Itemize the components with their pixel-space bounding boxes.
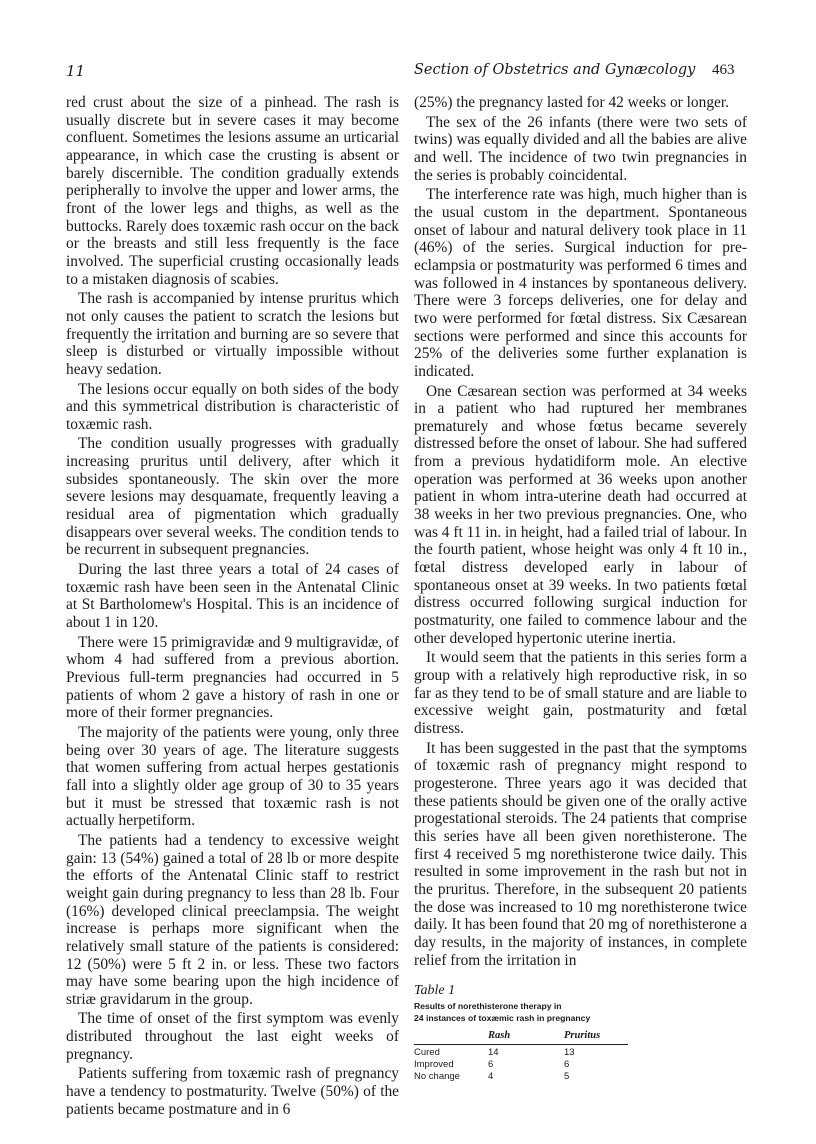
cell-rash: 14 [488,1047,499,1058]
paragraph: There were 15 primigravidæ and 9 multigravidæ, of whom 4 had suffered from a previous abortion. Previous full-term pregnancies had occurred in 5 patients of whom 2 gave a history of rash in one or more of their former pregnancies. [66,633,399,722]
paragraph: The sex of the 26 infants (there were two sets of twins) was equally divided and all the babies are alive and well. The incidence of two twin pregnancies in the series is probably coincidental. [414,113,747,184]
paragraph: One Cæsarean section was performed at 34 weeks in a patient who had ruptured her membranes prematurely and whose fœtus became severely distressed before the onset of labour. She had suffered from a previous hydatidiform mole. An elective operation was performed at 36 weeks upon another patient in whom intra-uterine death had occurred at 38 weeks in her two previous pregnancies. One, who was 4 ft 11 in. in height, had a failed trial of labour. In the fourth patient, whose height was only 4 ft 10 in., fœtal distress developed early in labour of spontaneous onset at 39 weeks. In two patients fœtal distress occurred following surgical induction for postmaturity, one failed to commence labour and the other developed hypertonic uterine inertia. [414,382,747,647]
column-header-rash: Rash [488,1030,564,1045]
paragraph: The lesions occur equally on both sides of the body and this symmetrical distribution is characteristic of toxæmic rash. [66,380,399,433]
row-label: Improved [414,1059,454,1070]
paragraph: The majority of the patients were young, only three being over 30 years of age. The literature suggests that women suffering from actual herpes gestationis fall into a slightly older age group of 30 to 35 years but it must be stressed that toxæmic rash is not actually herpetiform. [66,723,399,830]
results-table [414,1030,628,1083]
paragraph: The rash is accompanied by intense pruritus which not only causes the patient to scratch the lesions but frequently the irritation and burning are so severe that sleep is disturbed or virtually impossible without heavy sedation. [66,290,399,378]
table-label: Table 1 [414,983,456,998]
column-header [414,1030,488,1045]
results-table-block [414,983,747,1083]
cell-rash: 6 [488,1059,494,1070]
table-caption [414,1001,747,1024]
table-row [414,1071,628,1083]
paragraph: During the last three years a total of 24 cases of toxæmic rash have been seen in the Antenatal Clinic at St Bartholomew's Hospital. This is an incidence of about 1 in 120. [66,561,399,632]
paragraph: The patients had a tendency to excessive weight gain: 13 (54%) gained a total of 28 lb or more despite the efforts of the Antenatal Clinic staff to restrict weight gain during pregnancy to less than 28 lb. Four (16%) developed clinical preeclampsia. The weight increase is perhaps more significant when the relatively small stature of the patients is considered: 12 (50%) were 5 ft 2 in. or less. These two factors may have some bearing upon the high incidence of striæ gravidarum in the group. [66,831,399,1008]
cell-rash: 4 [488,1071,494,1082]
paragraph: Patients suffering from toxæmic rash of pregnancy have a tendency to postmaturity. Twelve (50%) of the patients became postmature and in 6 [66,1065,399,1118]
table-row [414,1045,628,1060]
row-label: Cured [414,1047,440,1058]
paragraph: (25%) the pregnancy lasted for 42 weeks or longer. [414,94,729,111]
cell-pruritus: 5 [564,1071,570,1082]
table-header-row [414,1030,628,1045]
paragraph: red crust about the size of a pinhead. The rash is usually discrete but in severe cases it may become confluent. Sometimes the lesions assume an urticarial appearance, in which case the crusting is absent or barely discernible. The condition gradually extends peripherally to involve the upper and lower arms, the front of the lower legs and thighs, as well as the buttocks. Rarely does toxæmic rash occur on the back or the breasts and still less frequently is the face involved. The superficial crusting occasionally leads to a mistaken diagnosis of scabies. [66,94,399,288]
paragraph: The interference rate was high, much higher than is the usual custom in the department. Spontaneous onset of labour and natural delivery took place in 11 (46%) of the series. Surgical induction for pre-eclampsia or postmaturity was performed 6 times and was followed in 4 instances by spontaneous delivery. There were 3 forceps deliveries, one for delay and two were performed for fœtal distress. Six Cæsarean sections were performed and since this accounts for 25% of the deliveries some further explanation is indicated. [414,186,747,380]
running-head-issue: 11 [66,62,86,80]
paragraph: It has been suggested in the past that the symptoms of toxæmic rash of pregnancy might respond to progesterone. Three years ago it was decided that these patients should be given one of the orally active progestational steroids. The 24 patients that comprise this series have all been given norethisterone. The first 4 received 5 mg norethisterone twice daily. This resulted in some improvement in the rash but not in the pruritus. Therefore, in the subsequent 20 patients the dose was increased to 10 mg norethisterone twice daily. It has been found that 20 mg of norethisterone a day results, in the majority of instances, in complete relief from the irritation in [414,739,747,969]
cell-pruritus: 13 [564,1047,575,1058]
paragraph: The time of onset of the first symptom was evenly distributed throughout the last eight weeks of pregnancy. [66,1010,399,1063]
page-number: 463 [712,62,735,78]
table-caption-line: 24 instances of toxæmic rash in pregnancy [414,1012,591,1023]
running-head-section: Section of Obstetrics and Gynæcology [414,62,696,78]
row-label: No change [414,1071,460,1082]
table-caption-line: Results of norethisterone therapy in [414,1001,562,1011]
cell-pruritus: 6 [564,1059,570,1070]
right-column [414,94,747,969]
column-header-pruritus: Pruritus [564,1030,628,1045]
table-row [414,1059,628,1071]
paragraph: It would seem that the patients in this series form a group with a relatively high reproductive risk, in so far as they tend to be of small stature and are liable to excessive weight gain, postmaturity and fœtal distress. [414,649,747,737]
paragraph: The condition usually progresses with gradually increasing pruritus until delivery, after which it subsides spontaneously. The skin over the more severe lesions may desquamate, frequently leaving a residual area of pigmentation which gradually disappears over several weeks. The condition tends to be recurrent in subsequent pregnancies. [66,435,399,559]
left-column [66,94,399,1118]
